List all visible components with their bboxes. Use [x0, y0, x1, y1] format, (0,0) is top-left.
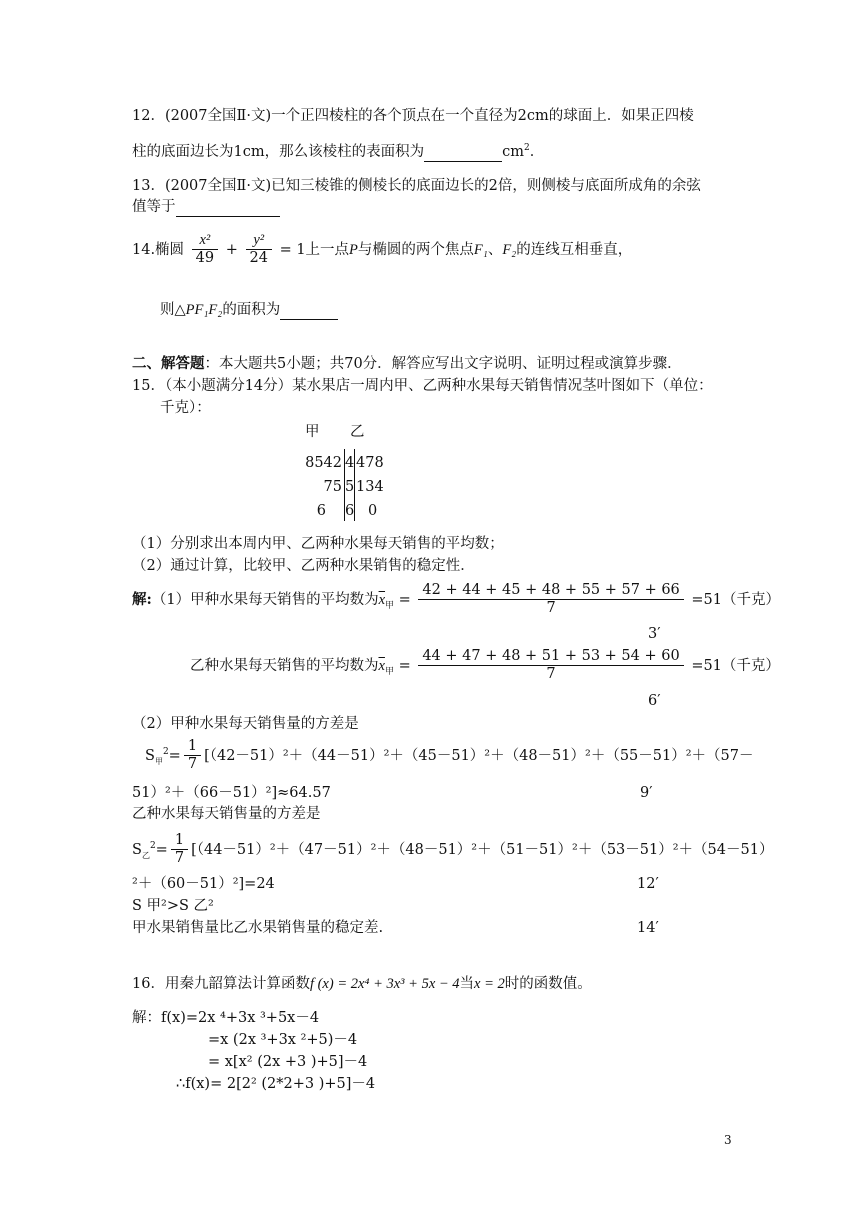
page-number: 3: [724, 1133, 732, 1147]
leaf-left-row-2: 75: [323, 479, 342, 495]
q15-solution-mean-jia: 解:（1）甲种水果每天销售的平均数为$\overline{x}_甲$ = $\frac{42 + 44 + 45 + 48 + 55 + 57 + 66}{7}$ =51（千克）: [132, 582, 781, 617]
q13-line2: 值等于: [132, 199, 280, 217]
answer-blank-12[interactable]: [424, 144, 502, 162]
fraction-mean-yi: $\frac{44 + 47 + 48 + 51 + 53 + 54 + 60}{7}$: [418, 648, 683, 684]
q15-conclusion: 甲水果销售量比乙水果销售量的稳定差.: [132, 920, 384, 936]
stem-row-1: 4: [345, 455, 355, 471]
q15-line2: 千克）：: [160, 400, 211, 416]
q16-solution-line3: = x[x² (2x +3 )+5]－4: [208, 1054, 368, 1070]
stem-row-2: 5: [345, 479, 355, 495]
variance-compare: S 甲²>S 乙²: [132, 898, 214, 914]
fraction-x2-over-49: $\frac{\text{x²}}{49}$: [192, 232, 218, 268]
q12-line1: 12．(2007全国Ⅱ·文)一个正四棱柱的各个顶点在一个直径为2cm的球面上．如果正四棱: [132, 108, 694, 124]
fraction-mean-jia: $\frac{42 + 44 + 45 + 48 + 55 + 57 + 66}{7}$: [418, 582, 683, 618]
leaf-left-row-1: 8542: [305, 455, 342, 471]
stemleaf-head-right: 乙: [350, 424, 365, 440]
fraction-y2-over-24: $\frac{\text{y²}}{24}$: [246, 232, 272, 268]
variance-title-yi: 乙种水果每天销售量的方差是: [132, 806, 321, 822]
q15-sub1: （1）分别求出本周内甲、乙两种水果每天销售的平均数；: [132, 536, 504, 552]
score-mark-9: 9′: [640, 785, 653, 801]
fraction-one-seventh-2: $\frac{1}{7}$: [171, 832, 188, 868]
answer-blank-14[interactable]: [280, 302, 338, 320]
q14-line2: 则△PF₁F₂的面积为: [160, 302, 338, 320]
variance-jia-line1: $S_甲^2=$ $\frac{1}{7}$ [（42－51）²＋（44－51）²＋（45－51）²＋（48－51）²＋（55－51）²＋（57－: [145, 738, 754, 773]
variance-yi-line2: ²＋（60－51）²]=24: [132, 876, 275, 892]
q12-line2: 柱的底面边长为1cm，那么该棱柱的表面积为 $cm^2$．: [132, 143, 544, 162]
q15-line1: 15．（本小题满分14分）某水果店一周内甲、乙两种水果每天销售情况茎叶图如下（单位：: [132, 378, 713, 394]
q15-solution-mean-yi: 乙种水果每天销售的平均数为$\overline{x}_甲$ = $\frac{44 + 47 + 48 + 51 + 53 + 54 + 60}{7}$ =51（千克）: [190, 648, 780, 683]
section-heading: 二、解答题：本大题共5小题；共70分．解答应写出文字说明、证明过程或演算步骤．: [132, 355, 682, 372]
q13-line1: 13．(2007全国Ⅱ·文)已知三棱锥的侧棱长的底面边长的2倍，则侧棱与底面所成角的余弦: [132, 178, 701, 194]
score-mark-6: 6′: [648, 693, 661, 709]
q15-sub2: （2）通过计算，比较甲、乙两种水果销售的稳定性．: [132, 558, 475, 574]
variance-yi-line1: $S_乙^2=$ $\frac{1}{7}$ [（44－51）²＋（47－51）²＋（48－51）²＋（51－51）²＋（53－51）²＋（54－51）: [132, 832, 774, 867]
leaf-right-row-3: 0: [368, 503, 378, 519]
score-mark-14: 14′: [637, 920, 659, 936]
q16-solution-line2: =x (2x ³+3x ²+5)－4: [208, 1032, 358, 1048]
leaf-left-row-3: 6: [316, 503, 326, 519]
leaf-right-row-1: 478: [356, 455, 384, 471]
q16-solution-line1: 解：f(x)=2x ⁴+3x ³+5x－4: [132, 1010, 320, 1026]
score-mark-12: 12′: [637, 876, 659, 892]
variance-title-jia: （2）甲种水果每天销售量的方差是: [132, 716, 359, 732]
q16-question: 16．用秦九韶算法计算函数f (x) = 2x⁴ + 3x³ + 5x − 4当x = 2时的函数值。: [132, 976, 592, 992]
fraction-one-seventh: $\frac{1}{7}$: [184, 738, 201, 774]
q14-line1: 14.椭圆 $\frac{\text{x²}}{49}$ + $\frac{\text{y²}}{24}$ = 1上一点P与椭圆的两个焦点F₁、F₂的连线互相垂直，: [132, 232, 633, 267]
variance-jia-line2: 51）²＋（66－51）²]≈64.57: [132, 785, 331, 801]
leaf-right-row-2: 134: [356, 479, 384, 495]
answer-blank-13[interactable]: [176, 199, 280, 217]
stem-row-3: 6: [345, 503, 355, 519]
q16-solution-line4: ∴f(x)= 2[2² (2*2+3 )+5]－4: [176, 1076, 376, 1092]
score-mark-3: 3′: [648, 626, 661, 642]
stemleaf-head-left: 甲: [305, 424, 320, 440]
